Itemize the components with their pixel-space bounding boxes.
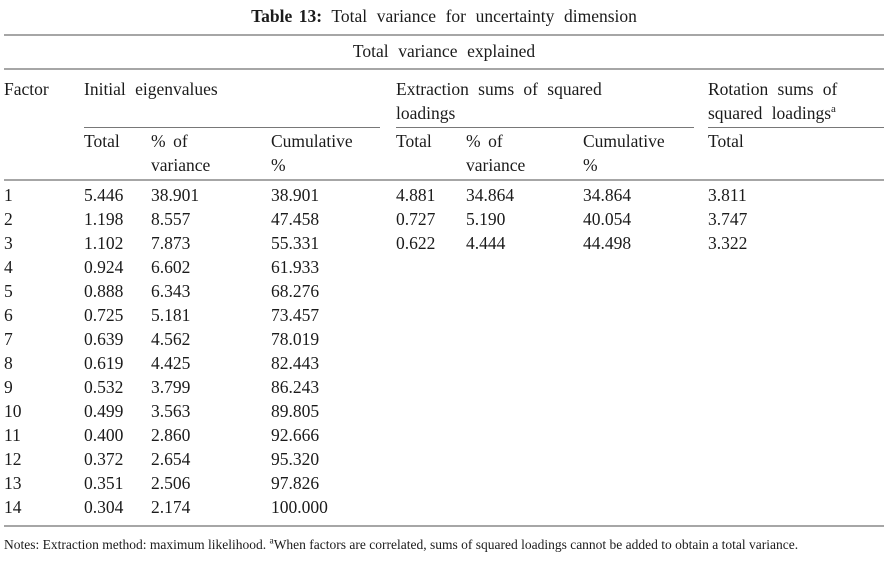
table-row xyxy=(4,471,884,495)
table-cell: 34.864 xyxy=(583,185,632,205)
table-cell: 0.400 xyxy=(84,425,124,445)
table-cell xyxy=(466,375,583,399)
table-cell xyxy=(396,279,466,303)
table-cell: 2.174 xyxy=(151,495,271,526)
table-cell: 0.888 xyxy=(84,281,124,301)
table-cell xyxy=(583,423,708,447)
table-cell xyxy=(708,279,884,303)
table-cell xyxy=(466,495,583,526)
table-cell: 9 xyxy=(4,377,13,397)
table-cell: 68.276 xyxy=(271,281,320,301)
table-cell xyxy=(396,351,466,375)
table-cell xyxy=(466,279,583,303)
table-cell: 11 xyxy=(4,425,21,445)
column-header-pct-variance-2: % of variance xyxy=(466,128,583,180)
table-row xyxy=(4,423,884,447)
table-cell xyxy=(466,423,583,447)
table-cell: 5.181 xyxy=(151,305,191,325)
table-cell xyxy=(466,255,583,279)
table-cell xyxy=(396,447,466,471)
table-cell: 12 xyxy=(4,449,22,469)
column-header-factor: Factor xyxy=(4,69,84,180)
table-cell: 5 xyxy=(4,281,13,301)
group-header-extraction-sums xyxy=(396,69,708,128)
table-cell: 0.727 xyxy=(396,209,436,229)
table-cell: 10 xyxy=(4,401,22,421)
table-row xyxy=(4,375,884,399)
table-cell: 38.901 xyxy=(151,185,200,205)
table-cell: 13 xyxy=(4,473,22,493)
table-cell xyxy=(466,327,583,351)
table-cell: 3.747 xyxy=(708,209,748,229)
table-cell: 100.000 xyxy=(271,495,396,526)
table-cell: 1.102 xyxy=(84,233,124,253)
group-header-row xyxy=(4,69,884,128)
notes-text-continued: When factors are correlated, sums of squared loadings cannot be added to obtain a total variance. xyxy=(273,537,799,552)
table-cell: 95.320 xyxy=(271,449,320,469)
table-cell xyxy=(396,399,466,423)
table-cell xyxy=(708,303,884,327)
table-row xyxy=(4,180,884,207)
group-header-initial-eigenvalues xyxy=(84,69,396,128)
caption-row xyxy=(4,35,884,69)
table-cell: 5.190 xyxy=(466,209,506,229)
table-cell: 0.622 xyxy=(396,233,436,253)
table-row xyxy=(4,495,884,526)
table-cell xyxy=(708,495,884,526)
table-cell xyxy=(583,399,708,423)
table-cell: 0.351 xyxy=(84,473,124,493)
table-cell: 8.557 xyxy=(151,209,191,229)
table-cell: 92.666 xyxy=(271,425,320,445)
table-cell: 6.602 xyxy=(151,257,191,277)
table-cell xyxy=(708,327,884,351)
table-cell: 1.198 xyxy=(84,209,124,229)
table-cell xyxy=(583,375,708,399)
table-cell: 55.331 xyxy=(271,233,320,253)
table-cell: 7.873 xyxy=(151,233,191,253)
table-cell xyxy=(583,327,708,351)
table-cell xyxy=(396,495,466,526)
table-cell: 5.446 xyxy=(84,185,124,205)
column-header-pct-variance-1: % of variance xyxy=(151,128,271,180)
table-cell: 44.498 xyxy=(583,233,632,253)
notes-text: Notes: Extraction method: maximum likelihood. xyxy=(4,537,270,552)
table-cell: 89.805 xyxy=(271,401,320,421)
table-cell: 6.343 xyxy=(151,281,191,301)
table-title-text: Total variance for uncertainty dimension xyxy=(331,6,637,26)
table-cell xyxy=(396,423,466,447)
table-cell: 2.860 xyxy=(151,425,191,445)
table-row xyxy=(4,207,884,231)
table-cell: 3 xyxy=(4,233,13,253)
group-header-label: Extraction sums of squared loadings xyxy=(396,79,602,123)
table-row xyxy=(4,279,884,303)
table-cell: 0.639 xyxy=(84,329,124,349)
table-cell: 4.562 xyxy=(151,329,191,349)
table-cell: 47.458 xyxy=(271,209,320,229)
table-row xyxy=(4,255,884,279)
table-cell: 3.799 xyxy=(151,377,191,397)
table-cell: 2.506 xyxy=(151,473,191,493)
table-row xyxy=(4,327,884,351)
table-cell: 38.901 xyxy=(271,185,320,205)
table-cell xyxy=(396,303,466,327)
table-cell: 0.499 xyxy=(84,401,124,421)
table-cell: 82.443 xyxy=(271,353,320,373)
table-cell: 0.304 xyxy=(84,495,151,526)
table-row xyxy=(4,447,884,471)
group-header-rotation-sums xyxy=(708,69,884,128)
table-cell: 3.563 xyxy=(151,401,191,421)
table-number: Table 13: xyxy=(251,6,323,26)
table-cell: 0.924 xyxy=(84,257,124,277)
table-cell xyxy=(583,255,708,279)
table-row xyxy=(4,303,884,327)
table-cell xyxy=(583,471,708,495)
group-header-label: Rotation sums of squared loadings$^a$ xyxy=(708,79,838,123)
table-row xyxy=(4,351,884,375)
table-caption: Total variance explained xyxy=(4,35,884,69)
table-notes xyxy=(4,535,884,554)
footnote-marker: a xyxy=(269,536,274,547)
table-cell: 0.372 xyxy=(84,449,124,469)
table-cell xyxy=(466,303,583,327)
table-row xyxy=(4,399,884,423)
table-cell: 3.811 xyxy=(708,185,747,205)
variance-table xyxy=(4,34,884,527)
table-cell: 4.881 xyxy=(396,185,436,205)
table-cell xyxy=(708,399,884,423)
table-cell xyxy=(708,471,884,495)
table-cell xyxy=(708,423,884,447)
table-cell: 97.826 xyxy=(271,473,320,493)
column-header-total-3: Total xyxy=(708,128,884,180)
table-cell xyxy=(583,279,708,303)
table-cell: 4 xyxy=(4,257,13,277)
table-row xyxy=(4,231,884,255)
table-cell: 2 xyxy=(4,209,13,229)
table-cell: 0.619 xyxy=(84,353,124,373)
table-cell xyxy=(708,351,884,375)
table-cell: 78.019 xyxy=(271,329,320,349)
table-cell xyxy=(466,399,583,423)
table-cell: 8 xyxy=(4,353,13,373)
table-cell: 7 xyxy=(4,329,13,349)
table-cell: 4.425 xyxy=(151,353,191,373)
table-cell: 14 xyxy=(4,495,84,526)
table-cell: 0.725 xyxy=(84,305,124,325)
table-cell xyxy=(466,471,583,495)
table-cell: 86.243 xyxy=(271,377,320,397)
group-header-label: Initial eigenvalues xyxy=(84,79,218,99)
table-cell: 3.322 xyxy=(708,233,748,253)
table-title xyxy=(4,6,884,27)
footnote-marker: a xyxy=(831,103,836,116)
table-cell: 2.654 xyxy=(151,449,191,469)
table-cell xyxy=(708,375,884,399)
table-cell xyxy=(583,447,708,471)
table-cell: 1 xyxy=(4,185,13,205)
sub-header-row xyxy=(4,128,884,180)
table-cell: 73.457 xyxy=(271,305,320,325)
table-cell xyxy=(396,255,466,279)
table-cell xyxy=(396,471,466,495)
table-cell: 4.444 xyxy=(466,233,506,253)
table-cell xyxy=(583,351,708,375)
column-header-cumulative-2: Cumulative % xyxy=(583,128,708,180)
table-cell xyxy=(396,327,466,351)
column-header-total-2: Total xyxy=(396,128,466,180)
table-cell xyxy=(583,303,708,327)
table-cell xyxy=(396,375,466,399)
table-cell: 40.054 xyxy=(583,209,632,229)
table-cell: 61.933 xyxy=(271,257,320,277)
column-header-cumulative-1: Cumulative % xyxy=(271,128,396,180)
table-cell: 6 xyxy=(4,305,13,325)
table-cell xyxy=(708,255,884,279)
column-header-total-1: Total xyxy=(84,128,151,180)
table-cell: 0.532 xyxy=(84,377,124,397)
table-cell xyxy=(708,447,884,471)
table-cell xyxy=(466,351,583,375)
table-cell xyxy=(466,447,583,471)
table-cell xyxy=(583,495,708,526)
table-cell: 34.864 xyxy=(466,185,515,205)
